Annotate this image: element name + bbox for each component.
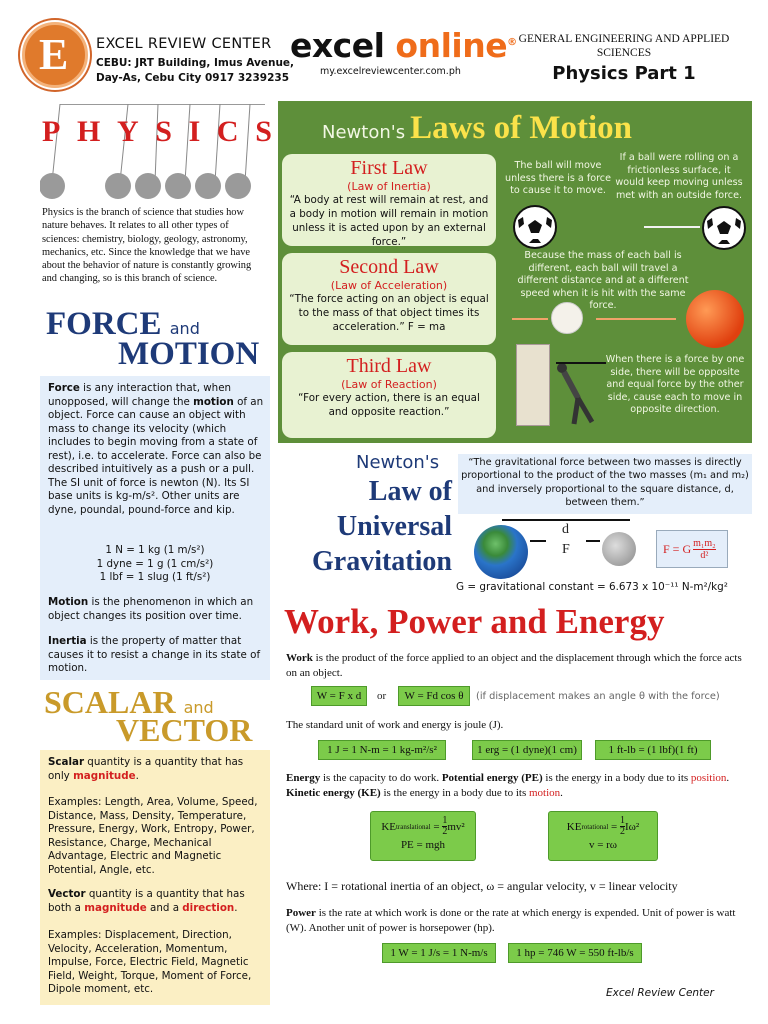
address-line-1: CEBU: JRT Building, Imus Avenue, (96, 57, 295, 69)
work-power-energy-title: Work, Power and Energy (284, 602, 665, 641)
soccer-ball-rolling-icon (702, 206, 746, 250)
distance-label: d (562, 522, 569, 537)
subject-line-1: GENERAL ENGINEERING AND APPLIED (518, 33, 730, 45)
erg-conversion: 1 erg = (1 dyne)(1 cm) (472, 740, 582, 760)
physics-intro: Physics is the branch of science that studies how nature behaves. It relates to all other types of sciences: chemistry, biology, geology, astronomy, mechanics, etc. Since the knowledge that we have about the behavior of nature is constantly growing and changing, so is this branch of science. (42, 207, 252, 285)
gravitation-title-line3: Gravitation (312, 546, 452, 577)
distance-arrow-icon (502, 519, 630, 521)
motion-heading: MOTION (118, 336, 260, 372)
gravitation-formula: F = G m₁m₂ d² (656, 530, 728, 568)
linear-velocity-eq: v = rω (588, 839, 618, 851)
force-arrow-icon (512, 318, 548, 320)
gravitational-constant: G = gravitational constant = 6.673 x 10⁻¹¹ N-m²/kg² (456, 581, 728, 593)
cabinet-icon (516, 344, 550, 426)
second-law-box (282, 253, 496, 345)
first-law-description: “A body at rest will remain at rest, and a body in motion will remain in motion unless it is acted upon by an external force.” (289, 194, 489, 248)
unit-lbf: 1 lbf = 1 slug (1 ft/s²) (99, 571, 211, 583)
force-heading: FORCE and (46, 306, 200, 342)
website-url[interactable]: my.excelreviewcenter.com.ph (320, 66, 461, 77)
vector-definition: Vector quantity is a quantity that has both a magnitude and a direction. (48, 888, 245, 914)
reaction-arrow-icon (556, 362, 606, 364)
second-law-title: Second Law (339, 256, 439, 278)
excel-online-brand: excel online® (290, 26, 517, 65)
scalar-heading: SCALAR and (44, 684, 214, 720)
laws-of-motion-title: Newton's Laws of Motion (322, 110, 633, 146)
work-formula-basic: W = F x d (311, 686, 367, 706)
potential-energy-eq: PE = mgh (400, 839, 446, 851)
first-law-title: First Law (350, 157, 428, 179)
where-definitions: Where: I = rotational inertia of an object, ω = angular velocity, v = linear velocity (286, 879, 678, 893)
scalar-definition: Scalar quantity is a quantity that has only magnitude. (48, 756, 244, 782)
gravitation-quote: “The gravitational force between two masses is directly proportional to the product of the two masses (m₁ and m₂) and inversely proportional to the square distance, d, between them.” (461, 457, 749, 508)
part-title: Physics Part 1 (552, 63, 696, 84)
second-law-description: “The force acting on an object is equal to the mass of that object times its acceleration.” F = ma (289, 293, 489, 333)
earth-icon (474, 525, 528, 579)
person-pushing-icon (556, 362, 578, 424)
work-formula-angle: W = Fd cos θ (398, 686, 470, 706)
horsepower-conversion: 1 hp = 746 W = 550 ft-lb/s (508, 943, 642, 963)
or-label: or (377, 690, 387, 702)
gravitation-title-line1: Law of (368, 476, 452, 507)
watt-conversion: 1 W = 1 J/s = 1 N-m/s (382, 943, 496, 963)
force-arrow-left-icon (530, 540, 546, 542)
power-definition: Power is the rate at which work is done or the rate at which energy is expended. Unit of power is watt (W). Another unit of power is horsepower (hp). (286, 907, 736, 934)
first-law-note-rest: The ball will move unless there is a force to cause it to move. (504, 160, 611, 197)
joule-conversion: 1 J = 1 N-m = 1 kg-m²/s² (318, 740, 446, 760)
force-definition: Force is any interaction that, when unopposed, will change the motion of an object. Force can cause an object with mass to change its velocity (which includes to begin moving from a state of rest), i.e. to accelerate. Force can also be described intuitively as a push or a pull. The SI unit of force is newton (N). Its SI base units is kg-m/s². Other units are dyne, poundal, pound-force and kip. (48, 382, 264, 516)
motion-definition: Motion is the phenomenon in which an object changes its position over time. (48, 596, 254, 622)
third-law-box (282, 352, 496, 438)
bowling-ball-icon (686, 290, 744, 348)
force-arrow-right-icon (586, 540, 600, 542)
moon-icon (602, 532, 636, 566)
second-law-subtitle: (Law of Acceleration) (330, 279, 448, 292)
third-law-description: “For every action, there is an equal and opposite reaction.” (298, 392, 480, 418)
center-name: EXCEL REVIEW CENTER (96, 36, 272, 52)
work-unit-line: The standard unit of work and energy is joule (J). (286, 719, 504, 731)
first-law-subtitle: (Law of Inertia) (347, 180, 431, 193)
third-law-subtitle: (Law of Reaction) (341, 378, 437, 391)
unit-newton: 1 N = 1 kg (1 m/s²) (105, 544, 205, 556)
energy-definition: Energy is the capacity to do work. Potential energy (PE) is the energy in a body due to its position. Kinetic energy (KE) is the energy in a body due to its motion. (286, 772, 730, 799)
force-arrow-2-icon (596, 318, 676, 320)
first-law-box (282, 154, 496, 246)
work-definition: Work is the product of the force applied to an object and the displacement through which the force acts on an object. (286, 652, 742, 679)
third-law-note: When there is a force by one side, there will be opposite and equal force by the other side, cause each to move in opposite direction. (605, 354, 745, 416)
work-formula-note: (if displacement makes an angle θ with the force) (476, 691, 720, 702)
address-line-2: Day-As, Cebu City 0917 3239235 (96, 72, 290, 84)
soccer-ball-icon (513, 205, 557, 249)
rolling-arrow-icon (644, 226, 700, 228)
gravitation-title-line2: Universal (336, 511, 452, 542)
unit-dyne: 1 dyne = 1 g (1 cm/s²) (96, 557, 214, 570)
second-law-note: Because the mass of each ball is different, each ball will travel a different distance and at a different speed when it is hit with the same force. (517, 250, 689, 312)
vector-heading: VECTOR (116, 712, 253, 748)
third-law-title: Third Law (346, 355, 432, 377)
baseball-icon (551, 302, 583, 334)
kinetic-energy-rotational-box: KE rotational = $\frac{1}{2}$ Iω² v = rω (548, 811, 658, 861)
footer-signature: Excel Review Center (606, 987, 714, 999)
vector-examples: Examples: Displacement, Direction, Velocity, Acceleration, Momentum, Impulse, Force, Electric Field, Magnetic Field, Weight, Torque, Moment of Force, Dipole moment, etc. (48, 929, 252, 995)
excel-review-center-logo: E (22, 22, 88, 88)
first-law-note-rolling: If a ball were rolling on a frictionless surface, it would keep moving unless met with an outside force. (615, 152, 743, 201)
subject-line-2: SCIENCES (596, 47, 652, 59)
ft-lb-conversion: 1 ft-lb = (1 lbf)(1 ft) (595, 740, 711, 760)
kinetic-energy-translational-box: KE translational = $\frac{1}{2}$ mv² PE = mgh (370, 811, 476, 861)
gravitation-newtons: Newton's (356, 452, 440, 473)
physics-title: P H Y S I C S (42, 115, 272, 148)
inertia-definition: Inertia is the property of matter that causes it to resist a change in its state of motion. (48, 635, 261, 674)
force-label: F (562, 542, 570, 557)
scalar-examples: Examples: Length, Area, Volume, Speed, Distance, Mass, Density, Temperature, Pressure, Energy, Work, Entropy, Power, Resistance, Charge, Mechanical Advantage, Electric and Magnetic Potential, Angle, etc. (48, 796, 258, 876)
